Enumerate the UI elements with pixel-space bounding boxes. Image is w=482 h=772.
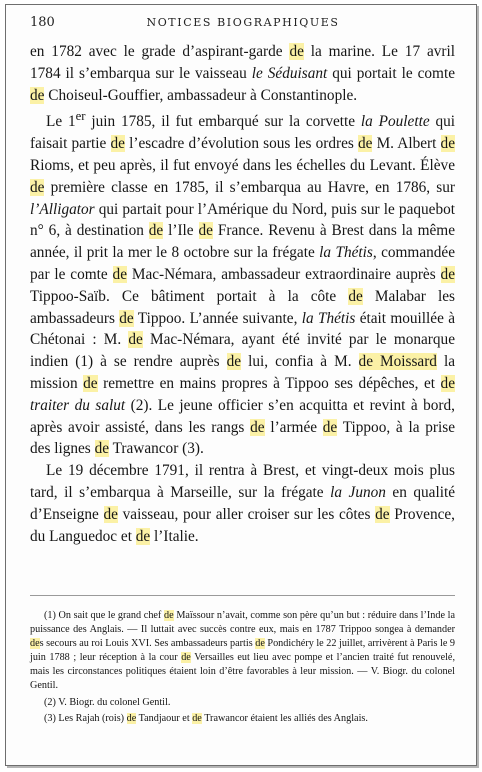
text-run: l’Italie. [150, 527, 199, 545]
highlighted-term: de [255, 638, 265, 650]
text-run: était mouillée à Chétonai : M. [30, 309, 455, 349]
highlighted-term: de [192, 712, 202, 724]
text-run: 17 avril 1784 [30, 43, 455, 82]
highlighted-term: de [94, 440, 110, 458]
text-run: (3) Les Rajah (rois) [44, 712, 127, 724]
text-run: Trawancor étaient les alliés des Anglais. [201, 712, 368, 724]
italic-text: la Poulette [360, 113, 430, 131]
text-run: qui faisait partie [30, 113, 455, 153]
footnote-rule [30, 595, 455, 596]
text-run: la mission [30, 353, 455, 393]
highlighted-term: de [198, 222, 213, 240]
text-run: l’Ile [163, 222, 199, 240]
text-run: remettre en mains propres à Tippoo ses dépêches, et [97, 375, 441, 393]
italic-text: l’Alligator [30, 200, 95, 218]
text-run: lui, confia à M. [241, 353, 359, 371]
highlighted-term: de [322, 418, 338, 436]
highlighted-term: de Moissard [358, 353, 437, 371]
text-run: (2) V. Biogr. du colonel Gentil. [44, 696, 171, 708]
highlighted-term: de [440, 375, 455, 393]
highlighted-term: de [226, 353, 242, 371]
highlighted-term: de [103, 505, 118, 523]
text-run: Mac-Némara, ayant été invité par le monarque indien (1) à se rendre auprès [30, 331, 455, 371]
text-run: juin 1785, il fut embarqué sur la corvette [85, 113, 361, 131]
text-run: Le 19 décembre 1791, il rentra à Brest, et vingt-deux mois plus tard, il s’embarqua à Marseille, sur la frégate [30, 462, 455, 502]
text-run: Choiseul-Gouffier, ambassadeur à Constantinople. [44, 86, 358, 104]
footnotes [30, 609, 455, 728]
book-page [5, 4, 477, 766]
highlighted-term: de [440, 135, 455, 153]
highlighted-term: de [181, 652, 191, 664]
page-header [30, 15, 456, 35]
text-run: il s’embarqua sur le vaisseau [60, 64, 252, 82]
italic-text: le Séduisant [251, 64, 328, 82]
highlighted-term: de [357, 135, 373, 153]
text-run: M. Albert [372, 135, 441, 153]
text-run: , commandée par le comte [30, 244, 455, 284]
italic-text: la Junon [330, 484, 386, 502]
highlighted-term: de [440, 266, 455, 284]
highlighted-term: de [110, 135, 125, 153]
main-text [30, 41, 455, 547]
highlighted-term: de [250, 418, 265, 436]
highlighted-term: de [375, 505, 390, 523]
text-run: Tippoo-Saïb. Ce bâtiment portait à la côte [30, 287, 349, 305]
highlighted-term: de [289, 43, 304, 60]
text-run: 1782 [51, 43, 82, 60]
text-run: l’armée [264, 418, 323, 436]
text-run: vaisseau, pour aller croiser sur les côtes [117, 505, 376, 523]
text-run: s secours au roi Louis XVI. Ses ambassadeurs partis [39, 638, 256, 650]
text-run: en [30, 43, 52, 60]
text-run: qui partait pour l’Amérique du Nord, puis sur le paquebot n° 6, à destination [30, 200, 455, 240]
highlighted-term: de [30, 86, 45, 104]
text-run: Tandjaour et [136, 712, 193, 724]
text-run: l’escadre d’évolution sous les ordres [124, 135, 358, 153]
highlighted-term: de [112, 266, 127, 284]
highlighted-term: de [83, 375, 98, 393]
text-run: Trawancor (3). [109, 440, 204, 458]
text-run: avec le grade d’aspirant-garde [81, 43, 290, 60]
highlighted-term: de [135, 527, 151, 545]
text-run: (1) On sait que le grand chef [44, 610, 165, 621]
highlighted-term: de [30, 178, 45, 196]
text-run: Pondichéry le 22 juillet, arrivèrent à Paris le 9 juin 1788 ; leur réception à la cour [30, 638, 455, 664]
text-run: Malabar les ambassadeurs [30, 287, 455, 327]
paragraph-1 [30, 41, 455, 106]
text-run: Le 1 [46, 113, 76, 131]
text-run: (2). Le jeune officier s’en acquitta et revint à bord, après avoir assisté, dans les rangs [30, 396, 456, 436]
footnote-3 [30, 712, 455, 726]
highlighted-term: de [128, 331, 143, 349]
text-run: la marine. Le [303, 43, 405, 60]
paragraph-2 [30, 106, 455, 460]
text-run: Tippoo, à la prise des lignes [30, 418, 455, 458]
text-run: qui portait le comte [327, 64, 455, 82]
text-run: Tippoo. L’année suivante, [133, 309, 302, 327]
page-number: 180 [30, 15, 55, 30]
footnote-1 [30, 609, 455, 694]
text-run: en qualité d’Enseigne [30, 484, 456, 523]
running-head: NOTICES BIOGRAPHIQUES [146, 16, 340, 29]
highlighted-term: de [148, 222, 164, 240]
text-run: première classe en 1785, il s’embarqua au Havre, en 1786, sur [44, 178, 455, 196]
text-run: er [75, 109, 86, 124]
highlighted-term: de [164, 610, 174, 621]
highlighted-term: de [348, 287, 363, 305]
text-run: Provence, du Languedoc et [30, 505, 455, 545]
paragraph-3 [30, 460, 455, 547]
footnote-2 [30, 696, 455, 710]
italic-text: la Thétis [319, 244, 373, 262]
text-run: Rioms, et peu après, il fut envoyé dans les échelles du Levant. Élève [30, 157, 455, 175]
italic-text: traiter du salut [30, 396, 126, 414]
text-run: Mac-Némara, ambassadeur extraordinaire auprès [127, 266, 441, 284]
highlighted-term: de [119, 309, 134, 327]
text-run: Maïssour n’avait, comme son père qu’un but : réduire dans l’Inde la puissance des Anglais. — Il luttait avec succès contre eux, mais en 1787 Trippoo songea à demander [30, 610, 456, 636]
highlighted-term: de [30, 638, 40, 650]
highlighted-term: de [126, 712, 137, 724]
italic-text: la Thétis [301, 309, 356, 327]
text-run: France. Revenu à Brest dans la même année, il prit la mer le 8 octobre sur la frégate [30, 222, 455, 262]
text-run: Versailles eut lieu avec pompe et l’ancien traité fut renouvelé, mais les circonstances politiques étaient loin d’être favorables à leur mission. — V. Biogr. du colonel Gentil. [30, 652, 455, 692]
